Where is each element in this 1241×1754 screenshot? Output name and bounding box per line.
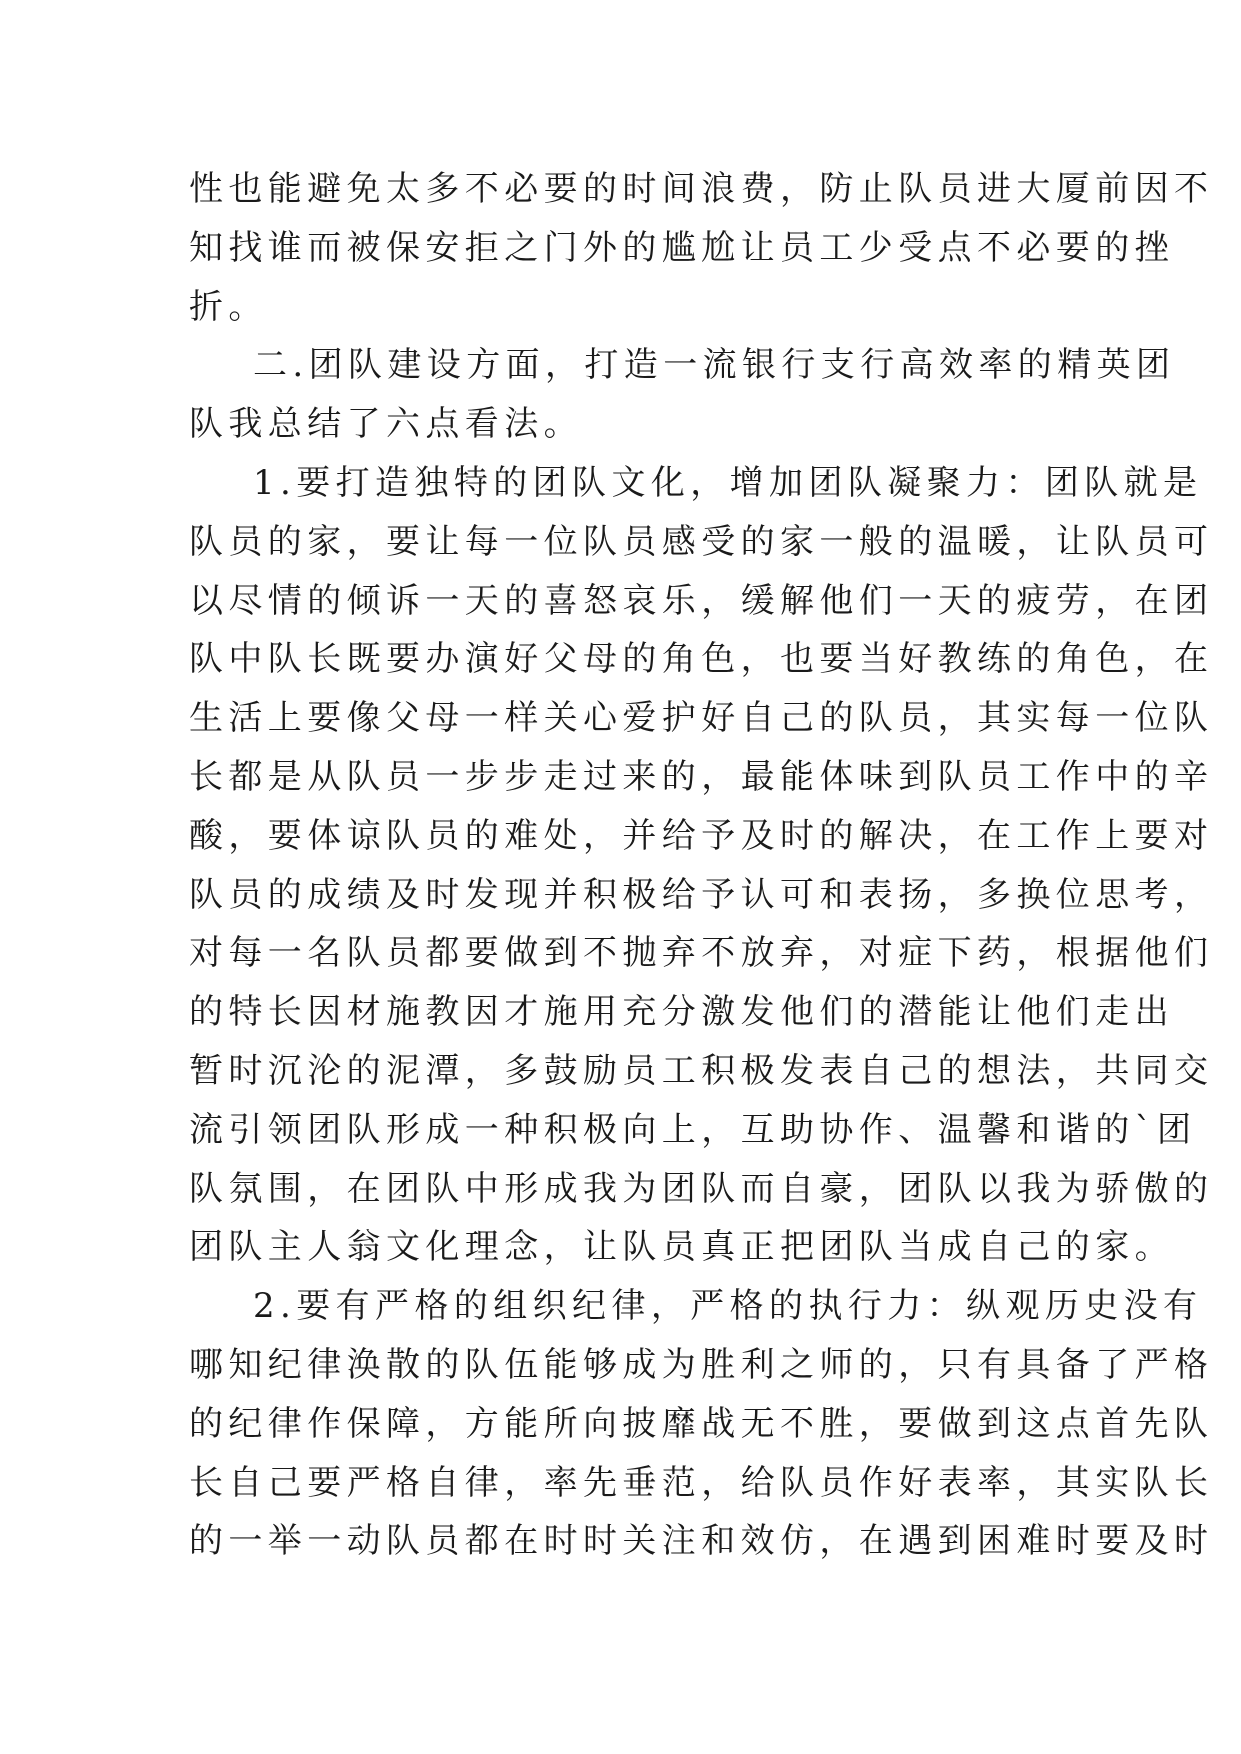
text-line: 以尽情的倾诉一天的喜怒哀乐，缓解他们一天的疲劳，在团 xyxy=(189,580,1214,621)
text-line: 折。 xyxy=(189,286,268,327)
point-heading: 2.要有严格的组织纪律，严格的执行力：纵观历史没有 xyxy=(253,1286,1203,1327)
text-line: 性也能避免太多不必要的时间浪费，防止队员进大厦前因不 xyxy=(189,169,1214,209)
text-line: 暂时沉沦的泥潭，多鼓励员工积极发表自己的想法，共同交 xyxy=(189,1050,1214,1091)
text-line: 的纪律作保障，方能所向披靡战无不胜，要做到这点首先队 xyxy=(189,1403,1214,1444)
text-line: 长都是从队员一步步走过来的，最能体味到队员工作中的辛 xyxy=(189,756,1214,797)
text-line: 知找谁而被保安拒之门外的尴尬让员工少受点不必要的挫 xyxy=(189,227,1174,268)
text-line: 的一举一动队员都在时时关注和效仿，在遇到困难时要及时 xyxy=(189,1521,1214,1562)
text-line: 生活上要像父母一样关心爱护好自己的队员，其实每一位队 xyxy=(189,698,1214,739)
text-line: 队我总结了六点看法。 xyxy=(189,404,583,445)
text-line: 队员的成绩及时发现并积极给予认可和表扬，多换位思考， xyxy=(189,874,1214,915)
text-line: 队氛围，在团队中形成我为团队而自豪，团队以我为骄傲的 xyxy=(189,1168,1214,1209)
text-line: 对每一名队员都要做到不抛弃不放弃，对症下药，根据他们 xyxy=(189,933,1214,974)
text-line: 酸，要体谅队员的难处，并给予及时的解决，在工作上要对 xyxy=(189,815,1214,856)
text-line: 队员的家，要让每一位队员感受的家一般的温暖，让队员可 xyxy=(189,521,1214,562)
text-line: 流引领团队形成一种积极向上，互助协作、温馨和谐的`团 xyxy=(189,1109,1197,1150)
section-heading: 二.团队建设方面，打造一流银行支行高效率的精英团 xyxy=(253,345,1176,386)
text-line: 的特长因材施教因才施用充分激发他们的潜能让他们走出 xyxy=(189,992,1174,1033)
text-line: 长自己要严格自律，率先垂范，给队员作好表率，其实队长 xyxy=(189,1462,1214,1503)
text-line: 队中队长既要办演好父母的角色，也要当好教练的角色，在 xyxy=(189,639,1214,680)
text-line: 哪知纪律涣散的队伍能够成为胜利之师的，只有具备了严格 xyxy=(189,1344,1214,1385)
body-text xyxy=(189,160,1214,1571)
text-line: 团队主人翁文化理念，让队员真正把团队当成自己的家。 xyxy=(189,1227,1174,1268)
point-heading: 1.要打造独特的团队文化，增加团队凝聚力：团队就是 xyxy=(253,462,1203,503)
